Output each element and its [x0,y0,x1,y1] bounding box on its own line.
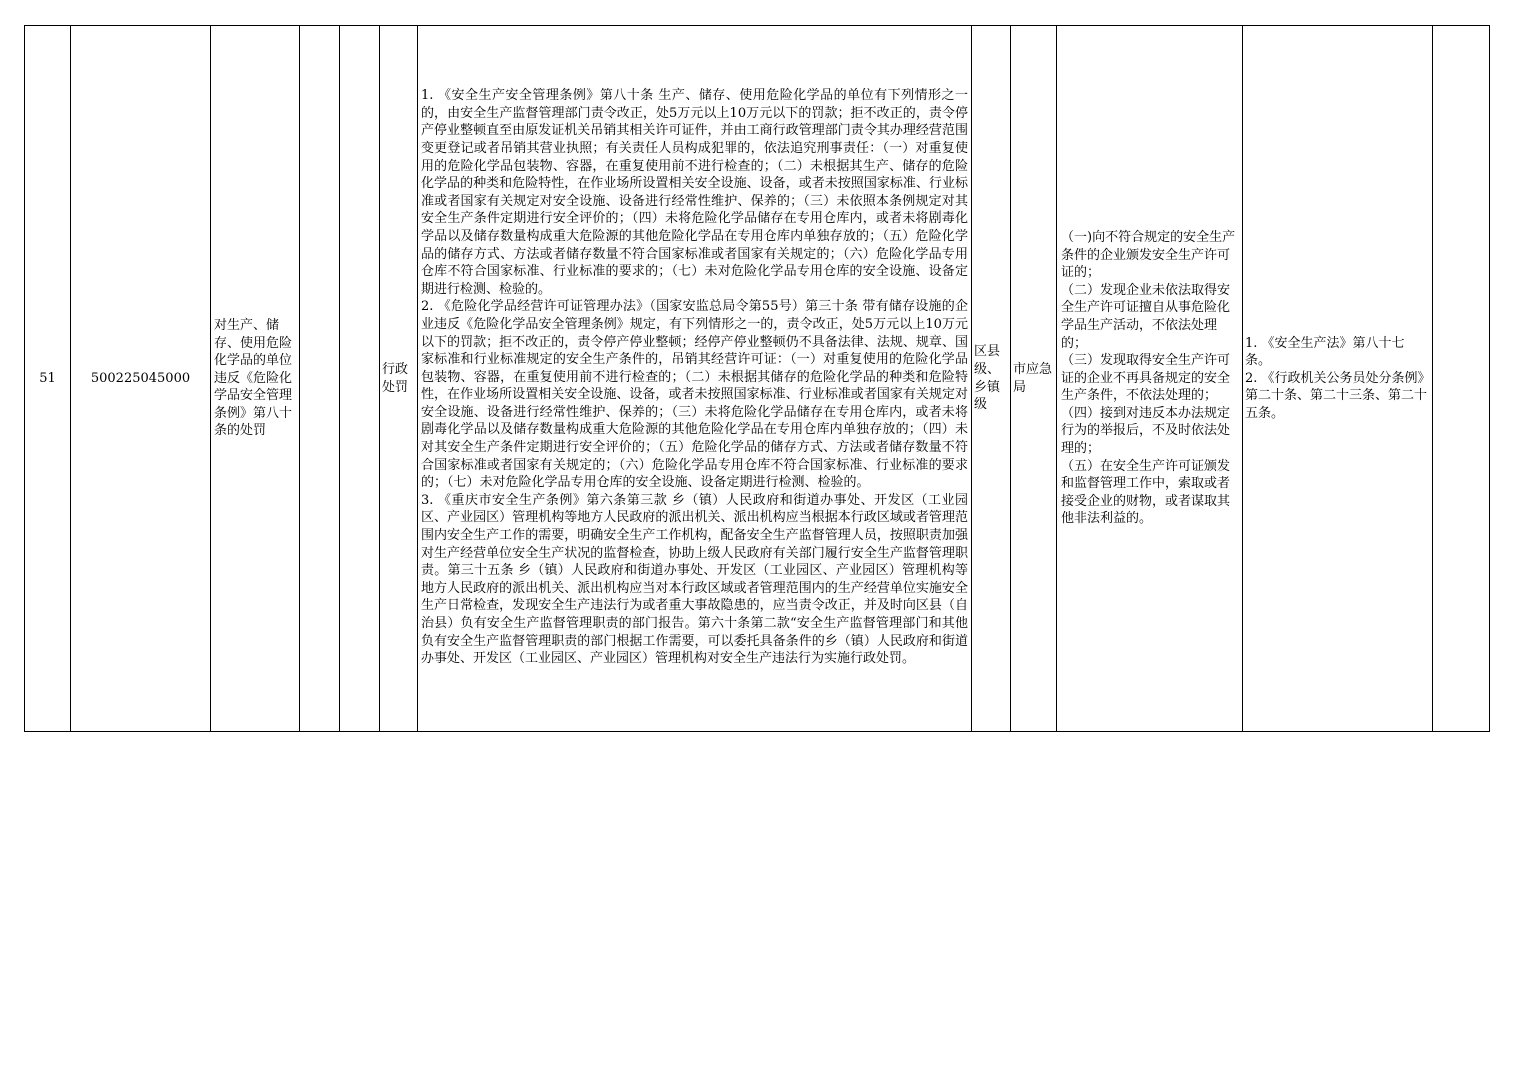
department-cell: 市应急局 [1011,26,1057,732]
legal-basis-paragraph: 2. 《危险化学品经营许可证管理办法》（国家安监总局令第55号）第三十条 带有储存设施的企业违反《危险化学品安全管理条例》规定，有下列情形之一的，责令改正，处5万元以上10万元以下的罚款；拒不改正的，责令停产停业整顿；经停产停业整顿仍不具备法律、法规、规章、国家标准和行业标准规定的安全生产条件的，吊销其经营许可证：（一）对重复使用的危险化学品包装物、容器，在重复使用前不进行检查的；（二）未根据其储存的危险化学品的种类和危险特性，在作业场所设置相关安全设施、设备，或者未按照国家标准、行业标准或者国家有关规定对安全设施、设备进行经常性维护、保养的；（三）未将危险化学品储存在专用仓库内，或者未将剧毒化学品以及储存数量构成重大危险源的其他危险化学品在专用仓库内单独存放的；（四）未对其安全生产条件定期进行安全评价的；（五）危险化学品的储存方式、方法或者储存数量不符合国家标准或者国家有关规定的；（六）危险化学品专用仓库不符合国家标准、行业标准的要求的；（七）未对危险化学品专用仓库的安全设施、设备定期进行检测、检验的。 [421,299,968,491]
row-number-cell: 51 [25,26,71,732]
legal-basis-paragraph: 1. 《安全生产安全管理条例》第八十条 生产、储存、使用危险化学品的单位有下列情形之一的，由安全生产监督管理部门责令改正，处5万元以上10万元以下的罚款；拒不改正的，责令停产停业整顿直至由原发证机关吊销其相关许可证件，并由工商行政管理部门责令其办理经营范围变更登记或者吊销其营业执照；有关责任人员构成犯罪的，依法追究刑事责任：（一）对重复使用的危险化学品包装物、容器，在重复使用前不进行检查的；（二）未根据其生产、储存的危险化学品的种类和危险特性，在作业场所设置相关安全设施、设备，或者未按照国家标准、行业标准或者国家有关规定对安全设施、设备进行经常性维护、保养的；（三）未依照本条例规定对其安全生产条件定期进行安全评价的；（四）未将危险化学品储存在专用仓库内，或者未将剧毒化学品以及储存数量构成重大危险源的其他危险化学品在专用仓库内单独存放的；（五）危险化学品的储存方式、方法或者储存数量不符合国家标准或者国家有关规定的；（六）危险化学品专用仓库不符合国家标准、行业标准的要求的；（七）未对危险化学品专用仓库的安全设施、设备定期进行检测、检验的。 [421,88,968,297]
accountability-item: （三）发现取得安全生产许可证的企业不再具备规定的安全生产条件，不依法处理的； [1061,353,1231,404]
accountability-ref: 1. 《安全生产法》第八十七条。 [1245,335,1405,369]
accountability-cell [1057,26,1243,732]
blank-cell [340,26,380,732]
sub-item-cell [300,26,340,732]
accountability-item: （四）接到对违反本办法规定行为的举报后，不及时依法处理的； [1061,405,1231,457]
accountability-item: （五）在安全生产许可证颁发和监督管理工作中，索取或者接受企业的财物，或者谋取其他非法利益的。 [1061,458,1231,527]
power-list-table [24,25,1490,732]
table-row [25,26,1490,732]
power-type-cell: 行政处罚 [380,26,418,732]
legal-basis-cell [418,26,972,732]
item-code-cell: 500225045000 [71,26,211,732]
accountability-ref: 2. 《行政机关公务员处分条例》第二十条、第二十三条、第二十五条。 [1245,370,1428,421]
level-cell: 区县级、乡镇级 [972,26,1011,732]
accountability-ref-cell [1243,26,1433,732]
item-name-cell: 对生产、储存、使用危险化学品的单位违反《危险化学品安全管理条例》第八十条的处罚 [211,26,300,732]
notes-cell [1433,26,1490,732]
legal-basis-paragraph: 3. 《重庆市安全生产条例》第六条第三款 乡（镇）人民政府和街道办事处、开发区（工业园区、产业园区）管理机构等地方人民政府的派出机关、派出机构应当根据本行政区域或者管理范围内安全生产工作的需要，明确安全生产工作机构，配备安全生产监督管理人员，按照职责加强对生产经营单位安全生产状况的监督检查，协助上级人民政府有关部门履行安全生产监督管理职责。第三十五条 乡（镇）人民政府和街道办事处、开发区（工业园区、产业园区）管理机构等地方人民政府的派出机关、派出机构应当对本行政区域或者管理范围内的生产经营单位实施安全生产日常检查，发现安全生产违法行为或者重大事故隐患的，应当责令改正，并及时向区县（自治县）负有安全生产监督管理职责的部门报告。第六十条第二款“安全生产监督管理部门和其他负有安全生产监督管理职责的部门根据工作需要，可以委托具备条件的乡（镇）人民政府和街道办事处、开发区（工业园区、产业园区）管理机构对安全生产违法行为实施行政处罚。 [421,492,968,667]
accountability-item: （二）发现企业未依法取得安全生产许可证擅自从事危险化学品生产活动，不依法处理的； [1061,282,1231,351]
accountability-item: （一)向不符合规定的安全生产条件的企业颁发安全生产许可证的； [1061,229,1236,281]
